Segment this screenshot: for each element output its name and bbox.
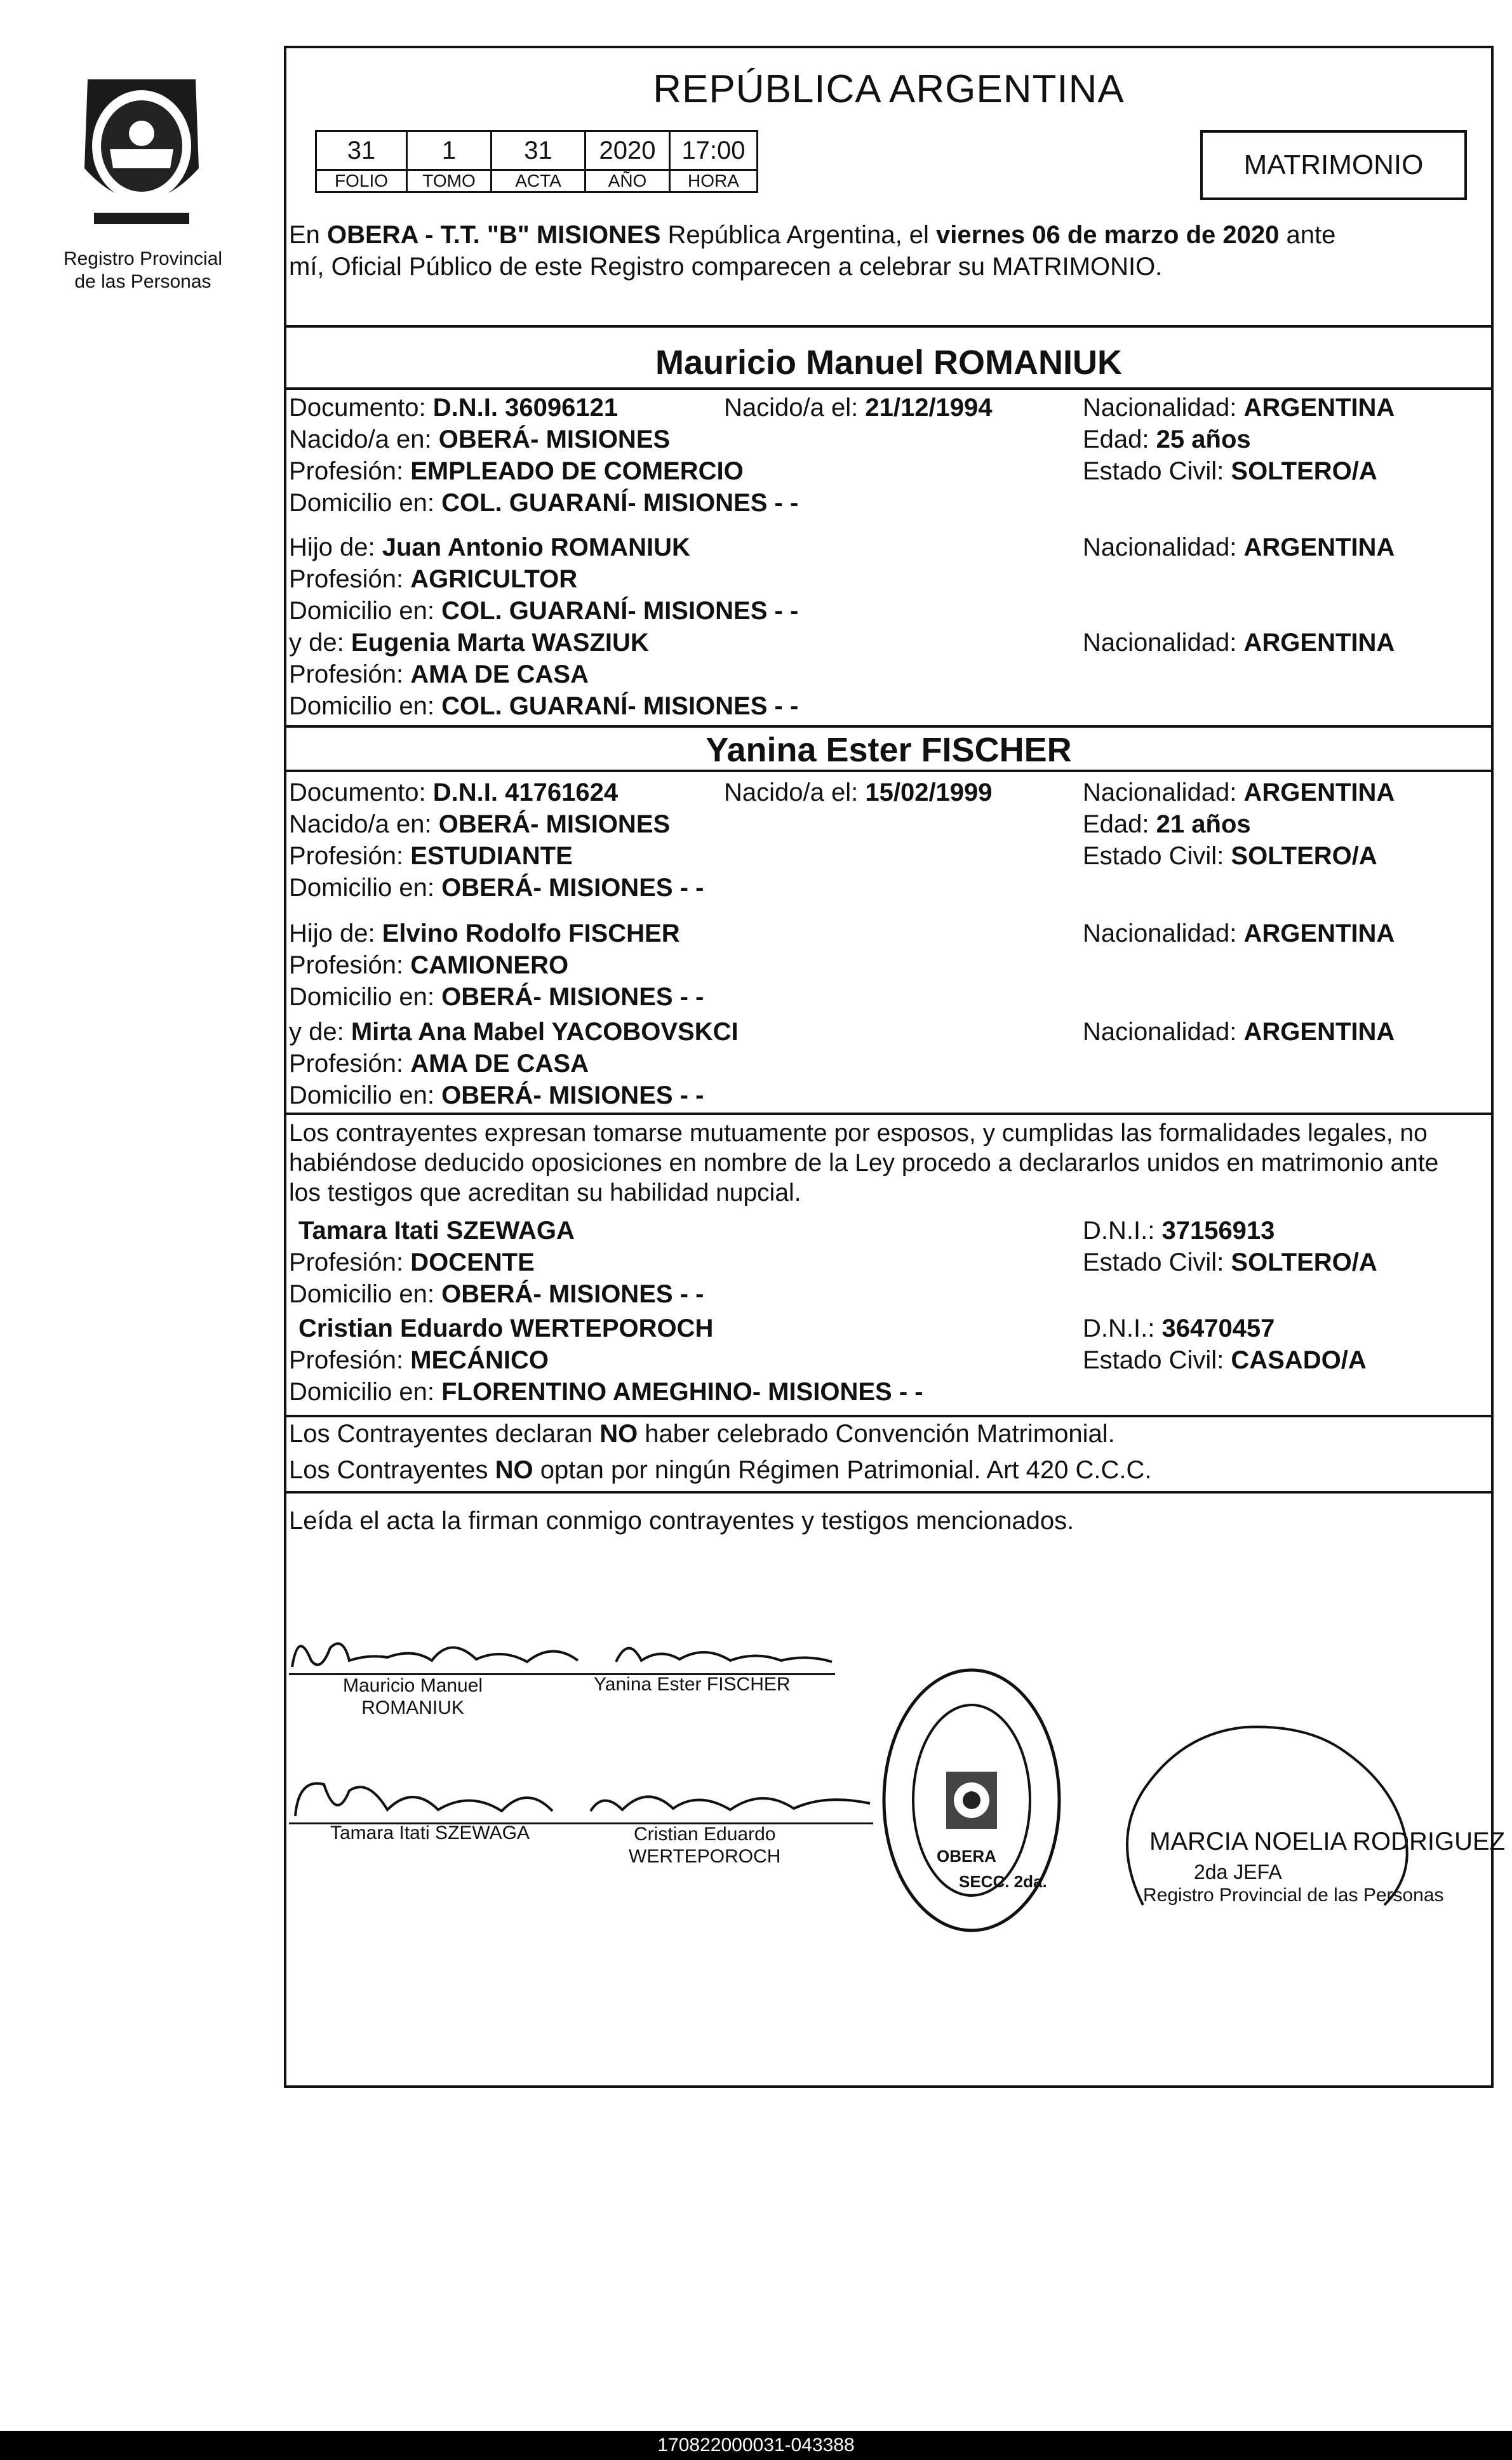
witness1-profession — [289, 1250, 535, 1275]
label: Profesión: — [289, 1248, 411, 1276]
label: Nacido/a en: — [289, 810, 439, 838]
label: Domicilio en: — [289, 1378, 442, 1406]
value: COL. GUARANÍ- MISIONES - - — [441, 692, 799, 720]
hora-label: HORA — [670, 170, 758, 192]
label: Estado Civil: — [1083, 1346, 1231, 1374]
tomo-label: TOMO — [407, 170, 492, 192]
value: 36470457 — [1161, 1314, 1275, 1342]
folio-label: FOLIO — [316, 170, 407, 192]
signature-3-caption: Tamara Itati SZEWAGA — [330, 1822, 530, 1843]
value: ARGENTINA — [1243, 779, 1395, 806]
value: Eugenia Marta WASZIUK — [351, 629, 649, 657]
divider — [284, 325, 1494, 328]
intro-date: viernes 06 de marzo de 2020 — [936, 221, 1280, 249]
party2-father — [289, 921, 680, 946]
value: DOCENTE — [410, 1248, 535, 1276]
label: Domicilio en: — [289, 1280, 442, 1308]
party2-name: Yanina Ester FISCHER — [706, 731, 1072, 769]
value: 21/12/1994 — [865, 394, 993, 422]
record-type: MATRIMONIO — [1243, 149, 1424, 180]
label: Domicilio en: — [289, 597, 442, 625]
party2-profession — [289, 843, 573, 869]
document-title: REPÚBLICA ARGENTINA — [653, 67, 1125, 111]
party2-civil-status — [1083, 843, 1377, 869]
party1-mother-nationality — [1083, 630, 1395, 655]
folio-value: 31 — [316, 131, 407, 170]
party1-address — [289, 490, 798, 516]
label: Profesión: — [289, 457, 411, 485]
value: COL. GUARANÍ- MISIONES - - — [441, 597, 799, 625]
label: Estado Civil: — [1083, 1248, 1231, 1276]
value: SOLTERO/A — [1231, 1248, 1377, 1276]
party2-mother — [289, 1019, 739, 1045]
label: Nacido/a el: — [724, 394, 866, 422]
intro-text-a: En — [289, 221, 328, 249]
value: COL. GUARANÍ- MISIONES - - — [441, 489, 799, 517]
witness1-civil-status — [1083, 1250, 1377, 1275]
official-role: 2da JEFA — [1194, 1861, 1282, 1883]
party1-doc — [289, 395, 618, 420]
party1-age — [1083, 427, 1251, 452]
official-name: MARCIA NOELIA RODRIGUEZ — [1149, 1828, 1506, 1855]
document-footer: 170822000031-043388 — [0, 2431, 1512, 2460]
witness2-civil-status — [1083, 1347, 1367, 1373]
witness2-dni — [1083, 1316, 1274, 1341]
divider — [284, 725, 1494, 728]
label: Domicilio en: — [289, 692, 442, 720]
tomo-value: 1 — [407, 131, 492, 170]
label: Edad: — [1083, 425, 1156, 453]
value: D.N.I. 41761624 — [432, 779, 619, 806]
label: Profesión: — [289, 565, 411, 593]
sig4-line1: Cristian Eduardo — [634, 1824, 776, 1845]
value: ARGENTINA — [1243, 1018, 1395, 1046]
party2-mother-profession — [289, 1051, 589, 1076]
seal-caption-line1: Registro Provincial — [63, 248, 223, 269]
witness1-address — [289, 1281, 704, 1307]
label: y de: — [289, 1018, 351, 1046]
acta-label: ACTA — [492, 170, 585, 192]
party1-civil-status — [1083, 458, 1377, 484]
label: Edad: — [1083, 810, 1156, 838]
witness2-profession — [289, 1347, 549, 1373]
label: Estado Civil: — [1083, 842, 1231, 870]
value: OBERÁ- MISIONES - - — [441, 1280, 704, 1308]
value: AMA DE CASA — [410, 1050, 589, 1078]
value: Juan Antonio ROMANIUK — [382, 533, 690, 561]
value: AMA DE CASA — [410, 660, 589, 688]
value: 15/02/1999 — [865, 779, 993, 806]
label: Domicilio en: — [289, 874, 442, 902]
text: haber celebrado Convención Matrimonial. — [638, 1420, 1115, 1448]
label: Profesión: — [289, 1050, 411, 1078]
value: ARGENTINA — [1243, 629, 1395, 657]
label: Profesión: — [289, 842, 411, 870]
signature-mark-1-icon — [286, 1622, 857, 1680]
hora-value: 17:00 — [670, 131, 758, 170]
anio-value: 2020 — [585, 131, 670, 170]
witness2-address — [289, 1379, 923, 1405]
intro-line1 — [289, 222, 1335, 248]
party1-mother-address — [289, 693, 798, 719]
label: Nacido/a el: — [724, 779, 866, 806]
signature-2-caption: Yanina Ester FISCHER — [594, 1674, 791, 1695]
official-office: Registro Provincial de las Personas — [1143, 1885, 1444, 1906]
official-signature-icon — [1105, 1715, 1486, 1911]
party2-father-nationality — [1083, 921, 1395, 946]
value: CASADO/A — [1231, 1346, 1367, 1374]
value: OBERÁ- MISIONES - - — [441, 983, 704, 1011]
value: D.N.I. 36096121 — [432, 394, 619, 422]
record-type-box — [1200, 130, 1467, 200]
value: OBERÁ- MISIONES - - — [441, 1081, 704, 1109]
emphasis: NO — [599, 1420, 638, 1448]
record-id-table — [315, 130, 758, 193]
party2-age — [1083, 812, 1251, 837]
witness1-name: Tamara Itati SZEWAGA — [298, 1217, 575, 1245]
party2-born-in — [289, 812, 670, 837]
value: MECÁNICO — [410, 1346, 549, 1374]
label: Nacionalidad: — [1083, 533, 1244, 561]
party2-nationality — [1083, 780, 1395, 805]
closing-text: Leída el acta la firman conmigo contrayentes y testigos mencionados. — [289, 1507, 1074, 1535]
value: ARGENTINA — [1243, 533, 1395, 561]
party1-father-nationality — [1083, 535, 1395, 560]
seal-caption — [38, 248, 248, 293]
label: Profesión: — [289, 660, 411, 688]
witness2-name: Cristian Eduardo WERTEPOROCH — [298, 1314, 714, 1342]
label: Domicilio en: — [289, 1081, 442, 1109]
label: Documento: — [289, 779, 433, 806]
divider — [284, 1491, 1494, 1494]
party2-address — [289, 875, 704, 900]
divider — [284, 387, 1494, 390]
divider — [284, 1113, 1494, 1115]
label: Nacionalidad: — [1083, 1018, 1244, 1046]
label: Profesión: — [289, 1346, 411, 1374]
party1-profession — [289, 458, 744, 484]
value: Elvino Rodolfo FISCHER — [382, 919, 680, 947]
value: 37156913 — [1161, 1217, 1275, 1245]
label: Profesión: — [289, 951, 411, 979]
party1-born-in — [289, 427, 670, 452]
declaration-line2: habiéndose deducido oposiciones en nombre de la Ley procedo a declararlos unidos en matrimonio ante — [289, 1149, 1439, 1177]
witness1-dni — [1083, 1218, 1274, 1243]
divider — [284, 1415, 1494, 1417]
label: y de: — [289, 629, 351, 657]
sig1-line2: ROMANIUK — [361, 1697, 464, 1718]
party2-father-profession — [289, 953, 568, 978]
registry-stamp-icon — [880, 1664, 1064, 1937]
conventions-line1 — [289, 1421, 1115, 1447]
sig4-line2: WERTEPOROCH — [629, 1845, 781, 1867]
divider — [284, 770, 1494, 772]
label: Hijo de: — [289, 533, 382, 561]
party1-father-address — [289, 598, 798, 624]
value: FLORENTINO AMEGHINO- MISIONES - - — [441, 1378, 923, 1406]
label: Domicilio en: — [289, 489, 442, 517]
text: Los Contrayentes declaran — [289, 1420, 600, 1448]
value: ARGENTINA — [1243, 919, 1395, 947]
party2-mother-address — [289, 1083, 704, 1108]
intro-text-c: ante — [1279, 221, 1336, 249]
registry-seal-icon — [75, 73, 208, 235]
value: OBERÁ- MISIONES - - — [441, 874, 704, 902]
label: D.N.I.: — [1083, 1217, 1162, 1245]
label: Nacionalidad: — [1083, 629, 1244, 657]
party1-name: Mauricio Manuel ROMANIUK — [655, 344, 1123, 382]
value: OBERÁ- MISIONES — [438, 810, 671, 838]
declaration-line3: los testigos que acreditan su habilidad nupcial. — [289, 1179, 801, 1207]
anio-label: AÑO — [585, 170, 670, 192]
label: Documento: — [289, 394, 433, 422]
intro-line2: mí, Oficial Público de este Registro comparecen a celebrar su MATRIMONIO. — [289, 253, 1163, 281]
label: Domicilio en: — [289, 983, 442, 1011]
sig1-line1: Mauricio Manuel — [343, 1675, 483, 1696]
stamp-section: SECC. 2da. — [959, 1872, 1047, 1891]
signature-4-caption — [629, 1824, 780, 1868]
value: SOLTERO/A — [1231, 457, 1377, 485]
text: Los Contrayentes — [289, 1456, 495, 1484]
value: ESTUDIANTE — [410, 842, 573, 870]
label: Estado Civil: — [1083, 457, 1231, 485]
declaration-line1: Los contrayentes expresan tomarse mutuamente por esposos, y cumplidas las formalidades legales, no — [289, 1120, 1428, 1147]
label: Nacionalidad: — [1083, 919, 1244, 947]
emphasis: NO — [495, 1456, 533, 1484]
party2-doc — [289, 780, 618, 805]
value: AGRICULTOR — [410, 565, 578, 593]
label: Hijo de: — [289, 919, 382, 947]
intro-text-b: República Argentina, el — [660, 221, 937, 249]
text: optan por ningún Régimen Patrimonial. Art 420 C.C.C. — [533, 1456, 1152, 1484]
value: SOLTERO/A — [1231, 842, 1377, 870]
party1-mother — [289, 630, 649, 655]
party2-father-address — [289, 984, 704, 1010]
party1-mother-profession — [289, 662, 589, 687]
party1-father-profession — [289, 566, 577, 592]
value: ARGENTINA — [1243, 394, 1395, 422]
party2-birth — [724, 780, 993, 805]
label: D.N.I.: — [1083, 1314, 1162, 1342]
party1-nationality — [1083, 395, 1395, 420]
label: Nacionalidad: — [1083, 779, 1244, 806]
seal-caption-line2: de las Personas — [74, 271, 211, 292]
intro-place: OBERA - T.T. "B" MISIONES — [327, 221, 661, 249]
value: 21 años — [1156, 810, 1251, 838]
acta-value: 31 — [492, 131, 585, 170]
label: Nacionalidad: — [1083, 394, 1244, 422]
stamp-city: OBERA — [937, 1847, 996, 1866]
party1-father — [289, 535, 690, 560]
value: 25 años — [1156, 425, 1251, 453]
conventions-line2 — [289, 1457, 1152, 1483]
label: Nacido/a en: — [289, 425, 439, 453]
value: Mirta Ana Mabel YACOBOVSKCI — [351, 1018, 739, 1046]
value: OBERÁ- MISIONES — [438, 425, 671, 453]
signature-1-caption — [343, 1675, 483, 1719]
value: CAMIONERO — [410, 951, 569, 979]
value: EMPLEADO DE COMERCIO — [410, 457, 744, 485]
party2-mother-nationality — [1083, 1019, 1395, 1045]
party1-birth — [724, 395, 993, 420]
